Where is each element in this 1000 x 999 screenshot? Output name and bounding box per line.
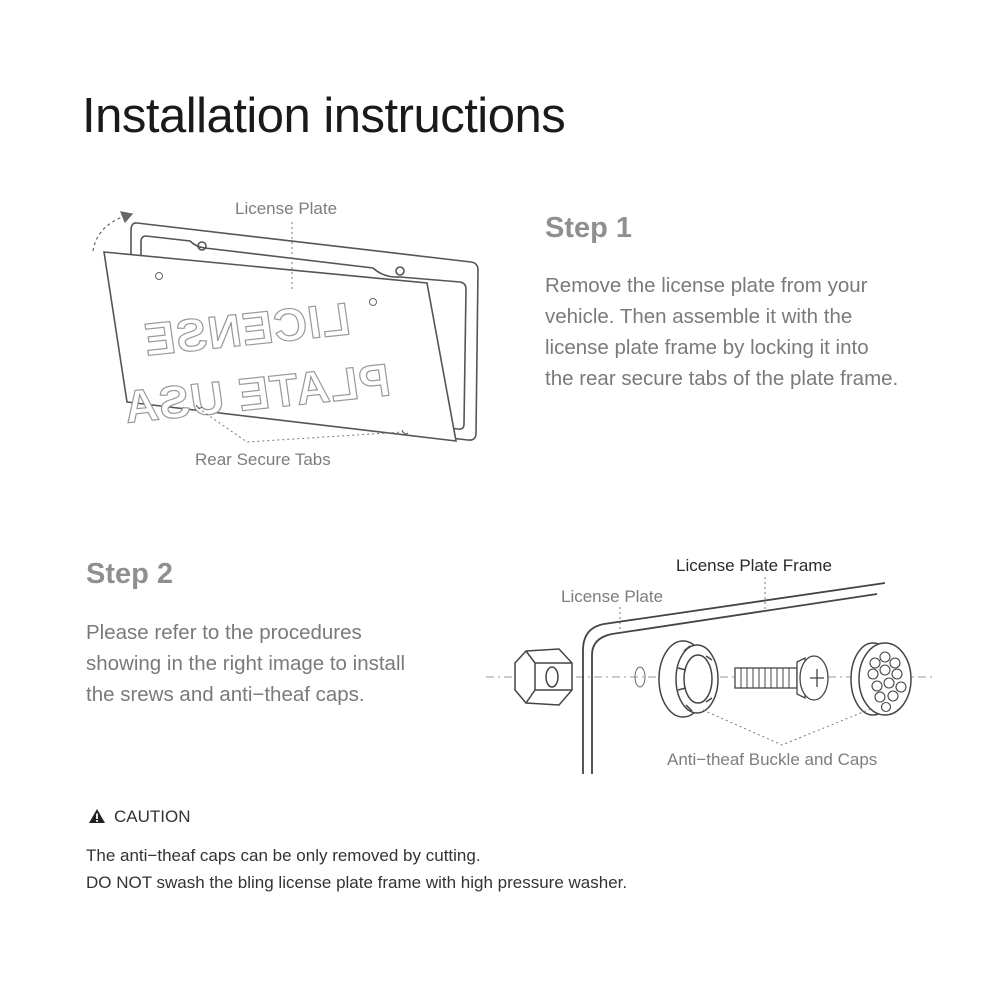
step2-line: the srews and anti−theaf caps. — [86, 683, 365, 706]
hex-nut-icon — [515, 649, 572, 705]
anti-theft-cap-icon — [851, 643, 911, 715]
step1-line: license plate frame by locking it into — [545, 336, 869, 359]
label-anti-theft-caps: Anti−theaf Buckle and Caps — [667, 750, 878, 769]
label-rear-secure-tabs: Rear Secure Tabs — [195, 450, 331, 469]
step1-heading: Step 1 — [545, 212, 633, 244]
caution-heading — [88, 807, 191, 827]
screw-icon — [735, 656, 828, 700]
warning-triangle-icon — [88, 808, 106, 824]
label-license-plate-frame: License Plate Frame — [676, 556, 832, 575]
page-title: Installation instructions — [82, 89, 566, 143]
plate-text-line1: LICENSE — [139, 292, 354, 366]
label-license-plate-step1: License Plate — [235, 199, 338, 218]
caution-label: CAUTION — [114, 807, 191, 826]
leader-line-caps — [703, 708, 873, 745]
step1-line: vehicle. Then assemble it with the — [545, 305, 853, 328]
plate-text-line2: PLATE USA — [119, 353, 394, 433]
frame-plate-edges-illustration — [583, 583, 885, 774]
step2-line: showing in the right image to install — [86, 652, 406, 675]
step2-heading: Step 2 — [86, 558, 174, 590]
step1-line: Remove the license plate from your — [545, 274, 868, 297]
step2-line: Please refer to the procedures — [86, 621, 362, 644]
label-license-plate-step2: License Plate — [561, 587, 664, 606]
caution-text — [86, 843, 627, 896]
step1-line: the rear secure tabs of the plate frame. — [545, 367, 899, 390]
caution-line: DO NOT swash the bling license plate frame with high pressure washer. — [86, 872, 628, 892]
anti-theft-buckle-icon — [659, 641, 718, 717]
caution-line: The anti−theaf caps can be only removed by cutting. — [86, 846, 481, 865]
